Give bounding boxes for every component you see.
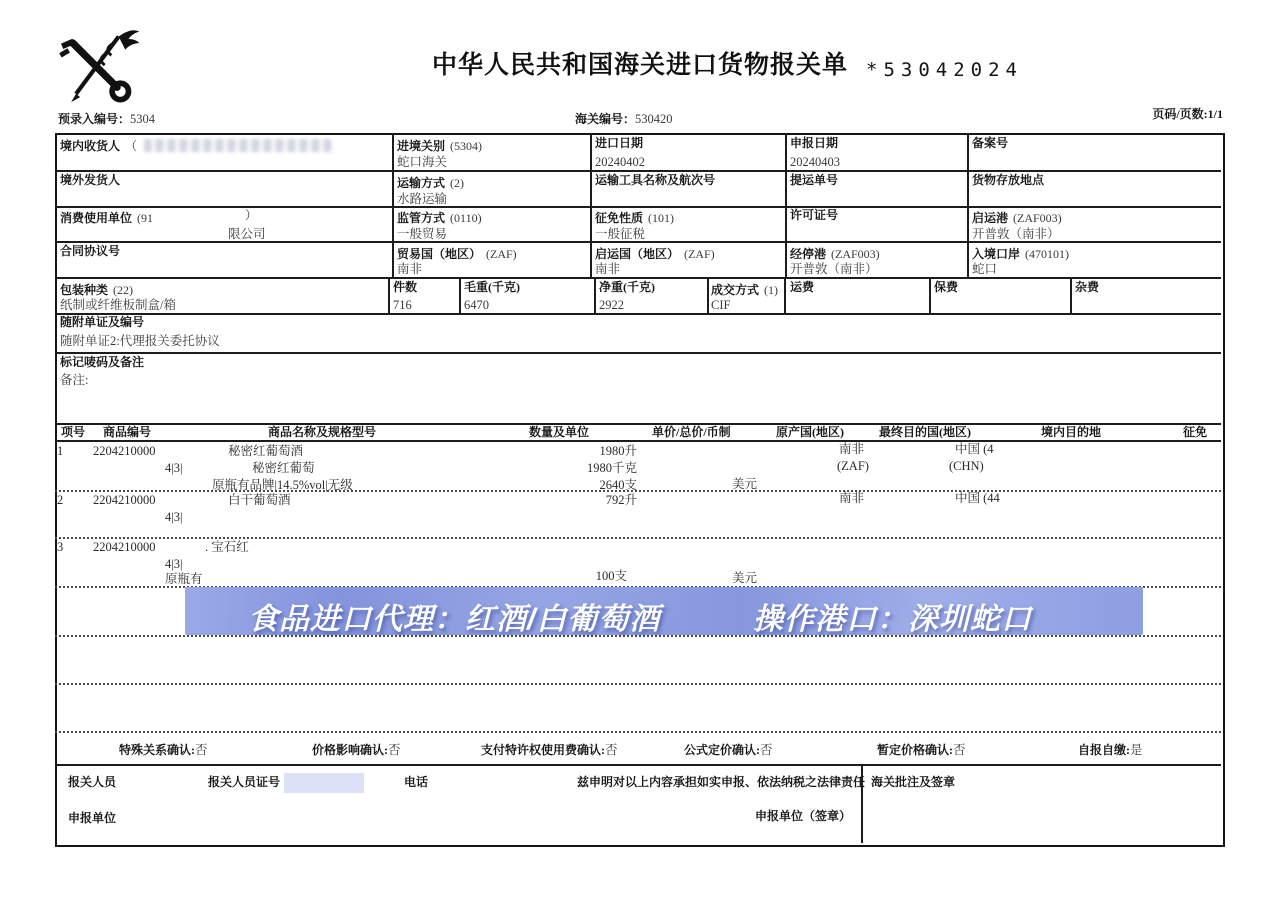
trade-country-value: 南非 bbox=[397, 262, 423, 276]
field-trade-country: 贸易国（地区） (ZAF) bbox=[397, 247, 517, 261]
tax-nature-value: 一般征税 bbox=[595, 227, 646, 241]
grid-line bbox=[55, 206, 1221, 208]
grid-line bbox=[785, 133, 787, 277]
grid-line bbox=[1070, 277, 1072, 313]
transport-mode-value: 水路运输 bbox=[397, 192, 448, 206]
declare-unit-sign-label: 申报单位（签章） bbox=[754, 809, 851, 823]
field-license-no: 许可证号 bbox=[790, 208, 839, 222]
field-contract-no: 合同协议号 bbox=[60, 244, 121, 258]
goods-col-item-no: 项号 bbox=[61, 425, 86, 439]
field-departure-country: 启运国（地区） (ZAF) bbox=[595, 247, 715, 261]
item-name: 秘密红葡萄 bbox=[252, 461, 315, 475]
grid-line bbox=[55, 170, 1221, 172]
item-qty: 1980升 bbox=[599, 444, 637, 458]
field-declare-date: 申报日期 bbox=[790, 136, 839, 150]
field-consignee: 境内收货人 （ bbox=[60, 139, 138, 153]
grid-line bbox=[784, 277, 786, 313]
item-qty: 1980千克 bbox=[586, 461, 637, 475]
field-tax-nature: 征免性质 (101) bbox=[595, 211, 675, 225]
field-supervision-mode: 监管方式 (0110) bbox=[397, 211, 482, 225]
confirm-special-relation: 特殊关系确认:否 bbox=[119, 743, 208, 757]
goods-col-price-currency: 单价/总价/币制 bbox=[652, 425, 731, 439]
field-entry-port: 入境口岸 (470101) bbox=[972, 247, 1070, 261]
item-code: 2204210000 bbox=[93, 540, 156, 554]
field-overseas-shipper: 境外发货人 bbox=[60, 173, 121, 187]
field-departure-port: 启运港 (ZAF003) bbox=[972, 211, 1062, 225]
grid-line bbox=[55, 277, 1221, 279]
net-weight-value: 2922 bbox=[599, 298, 624, 312]
declare-unit-label: 申报单位 bbox=[68, 811, 117, 825]
pieces-value: 716 bbox=[393, 298, 412, 312]
item-no: 1 bbox=[57, 444, 64, 458]
item-name: 秘密红葡萄酒 bbox=[228, 444, 304, 458]
customs-note-label: 海关批注及签章 bbox=[871, 775, 956, 789]
confirm-provisional-price: 暂定价格确认:否 bbox=[877, 743, 966, 757]
confirm-formula-pricing: 公式定价确认:否 bbox=[684, 743, 773, 757]
marks-notes-value: 备注: bbox=[60, 373, 89, 387]
grid-line bbox=[55, 440, 1221, 442]
item-spec: 原瓶有 bbox=[165, 572, 203, 586]
goods-col-dest-country: 最终目的国(地区) bbox=[879, 425, 971, 439]
field-entry-customs: 进境关别 (5304) bbox=[397, 139, 483, 153]
item-code: 2204210000 bbox=[93, 444, 156, 458]
confirm-royalty-payment: 支付特许权使用费确认:否 bbox=[481, 743, 618, 757]
phone-label: 电话 bbox=[404, 775, 429, 789]
goods-col-qty-unit: 数量及单位 bbox=[529, 425, 590, 439]
declarant-id-redaction bbox=[284, 773, 364, 793]
departure-country-value: 南非 bbox=[595, 262, 621, 276]
field-misc-fees: 杂费 bbox=[1075, 280, 1100, 294]
field-record-no: 备案号 bbox=[972, 136, 1009, 150]
doc-number: *53042024 bbox=[866, 59, 1023, 81]
declarant-label: 报关人员 bbox=[68, 775, 117, 789]
consumer-unit-close-paren: ） bbox=[245, 208, 258, 222]
grid-line bbox=[388, 277, 390, 313]
item-no: 2 bbox=[57, 493, 64, 507]
declaration-statement: 兹申明对以上内容承担如实申报、依法纳税之法律责任 bbox=[577, 775, 866, 789]
entry-customs-value: 蛇口海关 bbox=[397, 155, 448, 169]
watermark-banner bbox=[185, 587, 1143, 635]
departure-port-value: 开普敦（南非） bbox=[972, 227, 1060, 241]
goods-col-origin-country: 原产国(地区) bbox=[776, 425, 844, 439]
item-code2: 4|3| bbox=[165, 510, 183, 524]
form-title: 中华人民共和国海关进口货物报关单 bbox=[431, 52, 848, 79]
item-currency: 美元 bbox=[732, 571, 758, 585]
field-freight: 运费 bbox=[790, 280, 815, 294]
field-storage-place: 货物存放地点 bbox=[972, 173, 1045, 187]
pre-entry-number: 预录入编号：5304 bbox=[58, 112, 156, 126]
field-insurance: 保费 bbox=[934, 280, 959, 294]
packing-value: 纸制或纤维板制盒/箱 bbox=[60, 298, 176, 312]
grid-line bbox=[707, 277, 709, 313]
goods-col-name-spec: 商品名称及规格型号 bbox=[268, 425, 377, 439]
field-packing: 包装种类 (22) bbox=[60, 283, 134, 297]
item-qty: 792升 bbox=[605, 493, 637, 507]
field-transport-tool: 运输工具名称及航次号 bbox=[595, 173, 716, 187]
goods-col-levy-exempt: 征免 bbox=[1183, 425, 1208, 439]
field-bill-no: 提运单号 bbox=[790, 173, 839, 187]
item-code2: 4|3| bbox=[165, 557, 183, 571]
field-attached-docs: 随附单证及编号 bbox=[60, 315, 145, 329]
grid-line bbox=[55, 764, 1221, 766]
item-code2: 4|3| bbox=[165, 461, 183, 475]
item-origin: 南非 bbox=[839, 491, 865, 505]
field-transaction-mode: 成交方式 (1) bbox=[711, 283, 779, 297]
watermark-left-text: 食品进口代理：红酒/白葡萄酒 bbox=[248, 603, 661, 636]
field-gross-weight: 毛重(千克) bbox=[464, 280, 520, 294]
item-destination: 中国 (44 bbox=[955, 491, 1000, 505]
field-transit-port: 经停港 (ZAF003) bbox=[790, 247, 880, 261]
item-spec: 原瓶有品牌|14.5%vol|无级 bbox=[212, 478, 353, 492]
entry-port-value: 蛇口 bbox=[972, 262, 998, 276]
field-pieces: 件数 bbox=[393, 280, 418, 294]
goods-col-domestic-dest: 境内目的地 bbox=[1041, 425, 1102, 439]
grid-line bbox=[967, 133, 969, 277]
grid-line bbox=[594, 277, 596, 313]
field-transport-mode: 运输方式 (2) bbox=[397, 176, 465, 190]
grid-line bbox=[459, 277, 461, 313]
consumer-unit-value: 限公司 bbox=[228, 227, 266, 241]
item-name: 白干葡萄酒 bbox=[228, 493, 291, 507]
item-qty: 2640支 bbox=[599, 478, 637, 492]
field-marks-notes: 标记唛码及备注 bbox=[60, 355, 145, 369]
customs-emblem-icon bbox=[58, 24, 140, 108]
item-no: 3 bbox=[57, 540, 64, 554]
grid-line bbox=[590, 133, 592, 277]
page-indicator: 页码/页数:1/1 bbox=[1152, 107, 1223, 121]
declarant-id-label: 报关人员证号 bbox=[208, 775, 281, 789]
grid-line bbox=[929, 277, 931, 313]
goods-col-commodity-code: 商品编号 bbox=[103, 425, 152, 439]
dotted-separator bbox=[55, 683, 1221, 685]
transit-port-value: 开普敦（南非） bbox=[790, 262, 878, 276]
gross-weight-value: 6470 bbox=[464, 298, 489, 312]
item-code: 2204210000 bbox=[93, 493, 156, 507]
attached-docs-value: 随附单证2:代理报关委托协议 bbox=[60, 334, 220, 348]
import-date-value: 20240402 bbox=[595, 155, 645, 169]
confirm-self-declare-pay: 自报自缴:是 bbox=[1078, 743, 1143, 757]
field-net-weight: 净重(千克) bbox=[599, 280, 655, 294]
grid-line bbox=[55, 313, 1221, 315]
grid-line bbox=[55, 352, 1221, 354]
consignee-redaction bbox=[144, 139, 332, 152]
transaction-mode-value: CIF bbox=[711, 298, 731, 312]
item-qty: 100支 bbox=[595, 569, 627, 583]
confirm-price-influence: 价格影响确认:否 bbox=[312, 743, 401, 757]
item-destination: 中国 (4 bbox=[955, 442, 994, 456]
field-consumer-unit: 消费使用单位 (91 bbox=[60, 211, 154, 225]
dotted-separator bbox=[55, 537, 1221, 539]
item-origin: 南非 bbox=[839, 442, 865, 456]
field-import-date: 进口日期 bbox=[595, 136, 644, 150]
watermark-right-text: 操作港口：深圳蛇口 bbox=[753, 603, 1032, 636]
item-destination-code: (CHN) bbox=[949, 459, 984, 473]
grid-line bbox=[392, 133, 394, 277]
customs-number: 海关编号：530420 bbox=[575, 112, 673, 126]
dotted-separator bbox=[55, 731, 1221, 733]
item-origin-code: (ZAF) bbox=[837, 459, 869, 473]
item-name: . 宝石红 bbox=[205, 540, 249, 554]
declare-date-value: 20240403 bbox=[790, 155, 840, 169]
supervision-mode-value: 一般贸易 bbox=[397, 227, 448, 241]
item-currency: 美元 bbox=[732, 477, 758, 491]
